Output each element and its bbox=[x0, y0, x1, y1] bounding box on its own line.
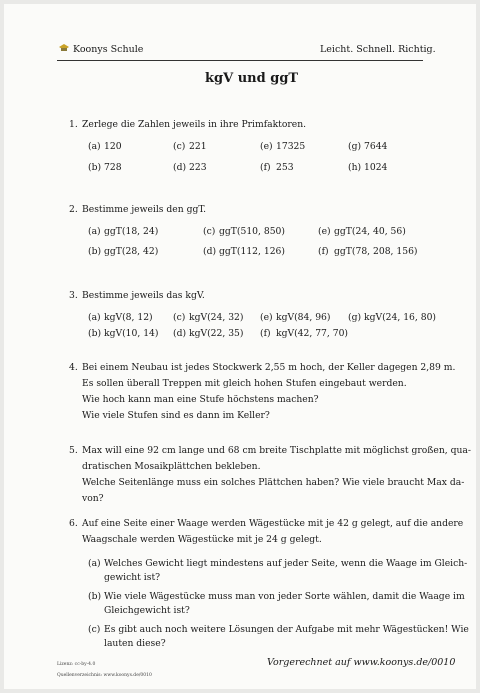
item-value: kgV(24, 32) bbox=[189, 312, 244, 323]
text-line: Wie hoch kann man eine Stufe höchstens machen? bbox=[82, 394, 319, 405]
item-label: (b) bbox=[88, 246, 102, 257]
item-value: ggT(18, 24) bbox=[104, 226, 159, 237]
header-slogan: Leicht. Schnell. Richtig. bbox=[320, 44, 436, 55]
text-line: dratischen Mosaikplättchen bekleben. bbox=[82, 461, 261, 472]
item-label: (c) bbox=[173, 141, 186, 152]
text-line: Welches Gewicht liegt mindestens auf jeder Seite, wenn die Waage im Gleich- bbox=[104, 558, 468, 569]
text-line: lauten diese? bbox=[104, 638, 166, 649]
item-label: (a) bbox=[88, 312, 101, 323]
question-number: 6. bbox=[69, 518, 78, 529]
text-line: Wie viele Wägestücke muss man von jeder Sorte wählen, damit die Waage im bbox=[104, 591, 465, 602]
worksheet-page bbox=[4, 4, 476, 689]
item-value: kgV(22, 35) bbox=[189, 328, 244, 339]
item-value: 120 bbox=[104, 141, 122, 152]
item-value: ggT(510, 850) bbox=[219, 226, 285, 237]
text-line: Bei einem Neubau ist jedes Stockwerk 2,55 m hoch, der Keller dagegen 2,89 m. bbox=[82, 362, 456, 373]
item-label: (d) bbox=[173, 162, 187, 173]
question-text: Bestimme jeweils den ggT. bbox=[82, 204, 207, 215]
item-value: 223 bbox=[189, 162, 207, 173]
item-value: 1024 bbox=[364, 162, 388, 173]
question-number: 5. bbox=[69, 445, 78, 456]
text-line: Es sollen überall Treppen mit gleich hohen Stufen eingebaut werden. bbox=[82, 378, 407, 389]
text-line: Auf eine Seite einer Waage werden Wägestücke mit je 42 g gelegt, auf die andere bbox=[82, 518, 464, 529]
item-label: (b) bbox=[88, 162, 102, 173]
item-label: (a) bbox=[88, 226, 101, 237]
footer-link[interactable]: Vorgerechnet auf www.koonys.de/0010 bbox=[267, 657, 456, 668]
question-number: 2. bbox=[69, 204, 78, 215]
text-line: Es gibt auch noch weitere Lösungen der Aufgabe mit mehr Wägestücken! Wie bbox=[104, 624, 469, 635]
item-label: (b) bbox=[88, 328, 102, 339]
item-value: kgV(42, 77, 70) bbox=[276, 328, 349, 339]
item-label: (h) bbox=[348, 162, 362, 173]
item-label: (d) bbox=[203, 246, 217, 257]
item-label: (d) bbox=[173, 328, 187, 339]
item-value: ggT(28, 42) bbox=[104, 246, 159, 257]
question-number: 4. bbox=[69, 362, 78, 373]
item-value: 253 bbox=[276, 162, 294, 173]
text-line: von? bbox=[82, 493, 104, 504]
question-text: Bestimme jeweils das kgV. bbox=[82, 290, 205, 301]
header-brand: Koonys Schule bbox=[73, 44, 144, 55]
item-label: (f) bbox=[260, 162, 271, 173]
text-line: Wie viele Stufen sind es dann im Keller? bbox=[82, 410, 270, 421]
text-line: Welche Seitenlänge muss ein solches Plättchen haben? Wie viele braucht Max da- bbox=[82, 477, 465, 488]
sub-item-label: (b) bbox=[88, 591, 102, 602]
item-label: (e) bbox=[260, 141, 273, 152]
item-value: kgV(84, 96) bbox=[276, 312, 331, 323]
item-label: (f) bbox=[318, 246, 329, 257]
item-value: ggT(78, 208, 156) bbox=[334, 246, 418, 257]
question-text: Zerlege die Zahlen jeweils in ihre Primfaktoren. bbox=[82, 119, 307, 130]
school-logo-icon bbox=[59, 44, 69, 52]
item-value: 221 bbox=[189, 141, 207, 152]
question-number: 3. bbox=[69, 290, 78, 301]
item-value: kgV(8, 12) bbox=[104, 312, 153, 323]
item-label: (g) bbox=[348, 312, 362, 323]
text-line: Gleichgewicht ist? bbox=[104, 605, 190, 616]
page-title: kgV und ggT bbox=[205, 71, 299, 86]
item-value: kgV(24, 16, 80) bbox=[364, 312, 437, 323]
item-label: (e) bbox=[318, 226, 331, 237]
item-label: (c) bbox=[173, 312, 186, 323]
text-line: Max will eine 92 cm lange und 68 cm breite Tischplatte mit möglichst großen, qua- bbox=[82, 445, 471, 456]
item-label: (c) bbox=[203, 226, 216, 237]
item-value: 728 bbox=[104, 162, 122, 173]
sub-item-label: (c) bbox=[88, 624, 101, 635]
text-line: Waagschale werden Wägestücke mit je 24 g gelegt. bbox=[82, 534, 322, 545]
item-label: (g) bbox=[348, 141, 362, 152]
item-value: ggT(112, 126) bbox=[219, 246, 285, 257]
item-label: (f) bbox=[260, 328, 271, 339]
item-value: 7644 bbox=[364, 141, 388, 152]
item-label: (e) bbox=[260, 312, 273, 323]
item-value: kgV(10, 14) bbox=[104, 328, 159, 339]
header-rule bbox=[57, 60, 423, 61]
sub-item-label: (a) bbox=[88, 558, 101, 569]
license-text: Lizenz: cc-by-4.0 bbox=[57, 662, 96, 667]
item-value: 17325 bbox=[276, 141, 306, 152]
item-value: ggT(24, 40, 56) bbox=[334, 226, 406, 237]
question-number: 1. bbox=[69, 119, 78, 130]
sources-text: Quellenverzeichnis: www.koonys.de/0010 bbox=[57, 673, 152, 678]
item-label: (a) bbox=[88, 141, 101, 152]
text-line: gewicht ist? bbox=[104, 572, 161, 583]
